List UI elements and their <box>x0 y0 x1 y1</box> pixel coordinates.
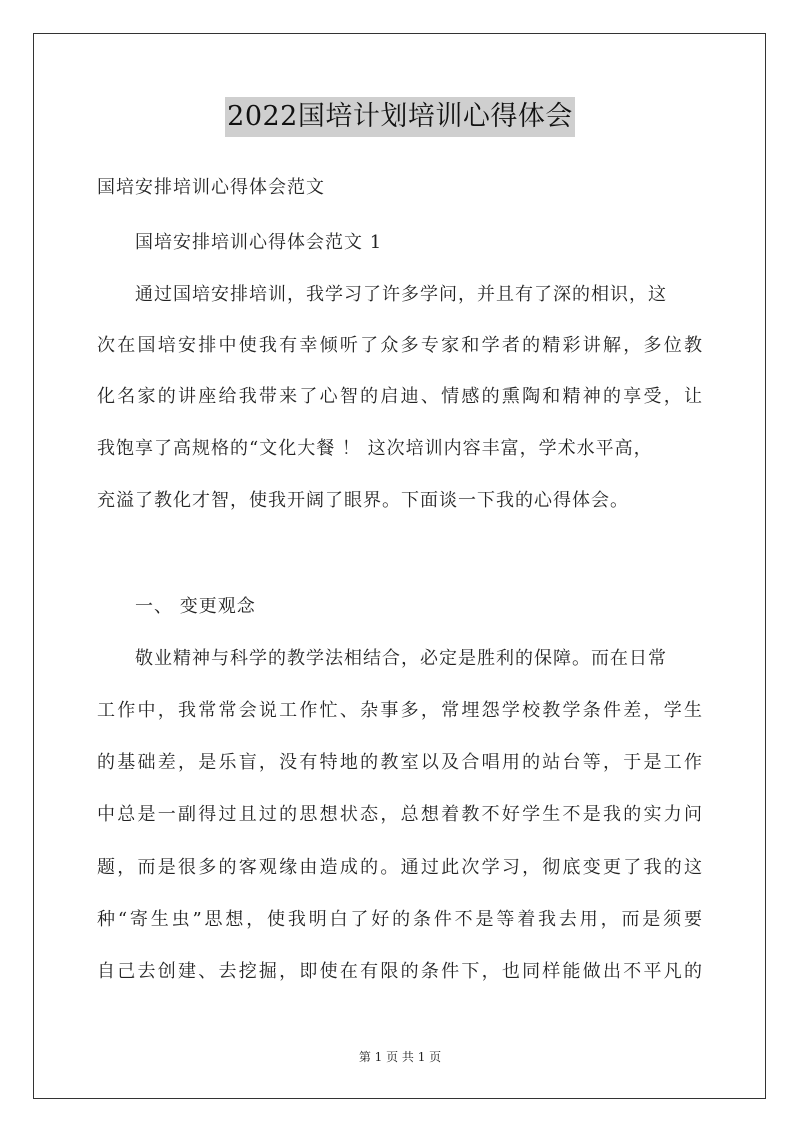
paragraph-line: 次在国培安排中使我有幸倾听了众多专家和学者的精彩讲解，多位教 <box>97 335 703 356</box>
paragraph-line: 充溢了教化才智，使我开阔了眼界。下面谈一下我的心得体会。 <box>97 490 629 511</box>
paragraph-line: 中总是一副得过且过的思想状态，总想着教不好学生不是我的实力问 <box>97 804 703 825</box>
intro-heading: 国培安排培训心得体会范文 <box>97 177 325 198</box>
paragraph-line: 的基础差，是乐盲，没有特地的教室以及合唱用的站台等，于是工作 <box>97 752 703 773</box>
paragraph-line: 我饱享了高规格的“文化大餐 ！ 这次培训内容丰富，学术水平高， <box>97 438 653 459</box>
page-footer: 第 1 页 共 1 页 <box>358 1050 442 1064</box>
paragraph-line: 种“寄生虫”思想，使我明白了好的条件不是等着我去用，而是须要 <box>97 909 703 930</box>
subheading: 国培安排培训心得体会范文 1 <box>135 232 383 253</box>
paragraph-line: 敬业精神与科学的教学法相结合，必定是胜利的保障。而在日常 <box>135 648 667 669</box>
paragraph-line: 通过国培安排培训，我学习了许多学问，并且有了深的相识，这 <box>135 284 667 305</box>
paragraph-line: 题，而是很多的客观缘由造成的。通过此次学习，彻底变更了我的这 <box>97 857 703 878</box>
paragraph-line: 工作中，我常常会说工作忙、杂事多，常埋怨学校教学条件差，学生 <box>97 700 703 721</box>
title-container <box>0 97 800 137</box>
document-title: 2022国培计划培训心得体会 <box>225 97 575 137</box>
section-heading: 一、 变更观念 <box>135 596 256 617</box>
paragraph-line: 化名家的讲座给我带来了心智的启迪、情感的熏陶和精神的享受，让 <box>97 386 703 407</box>
paragraph-line: 自己去创建、去挖掘，即使在有限的条件下，也同样能做出不平凡的 <box>97 961 703 982</box>
